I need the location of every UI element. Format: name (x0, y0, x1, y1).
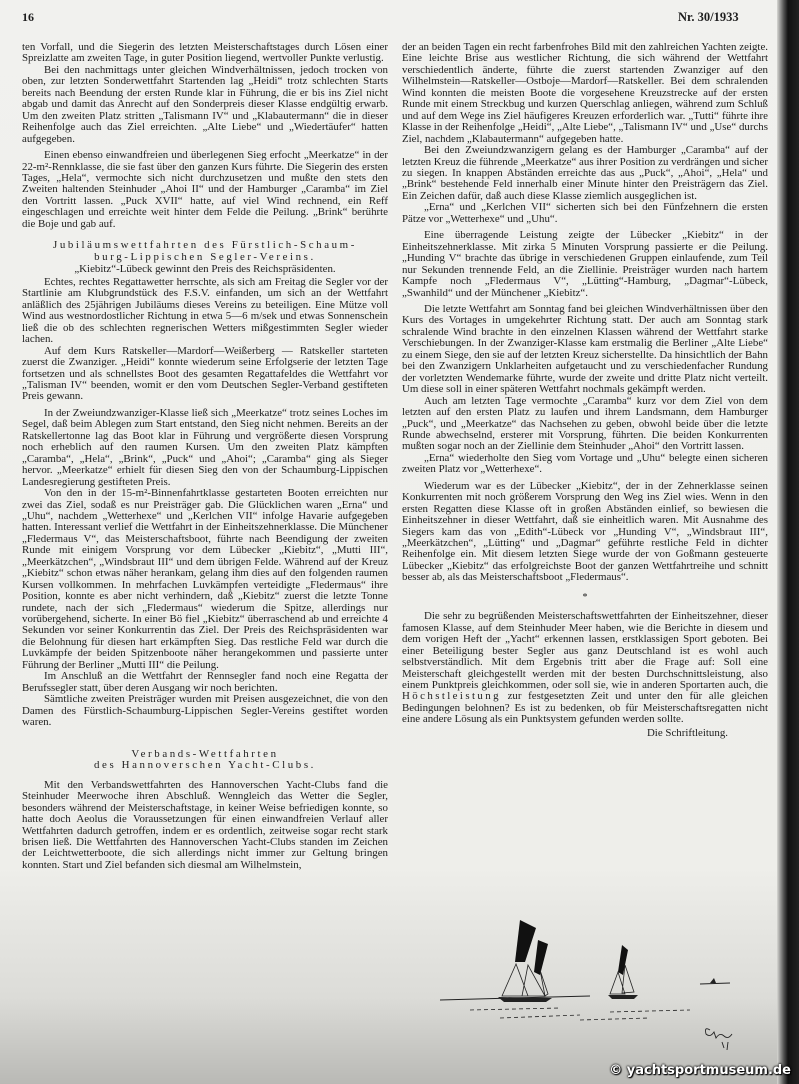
paragraph (402, 611, 768, 726)
paragraph: Im Anschluß an die Wettfahrt der Rennsegler fand noch eine Regatta der Berufssegler statt, über deren Ausgang wir noch berichten. (22, 670, 388, 694)
large-sailboat-icon (498, 920, 552, 1002)
paragraph: Bei den nachmittags unter gleichen Windverhältnissen, jedoch trocken von oben, zur letzten Sonderwettfahrt Startenden lag „Heidi“ trotz schlechten Starts bereits nach Beendung der ersten Runde klar in Führung, die er bis ins Ziel nicht abgab und damit das Anrecht auf den Sonderpreis dieser Klasse endgültig erwarb. Um den zweiten Platz stritten „Talismann IV“ und „Klabautermann“ die in dieser Reihenfolge auch das Ziel erreichten. „Alte Liebe“ und „Wiedertäufer“ hatten aufgegeben. (22, 63, 388, 145)
paragraph: Von den in der 15-m²-Binnenfahrtklasse gestarteten Booten erreichten nur zwei das Ziel, sodaß es nur Preisträger gab. Die Glücklichen waren „Erna“ und „Uhu“, nachdem „Wetterhexe“ und „Kerlchen VII“ infolge Havarie aufgegeben hatten. Interessant verlief die Wettfahrt in der Einheitszehnerklasse. Die Münchener „Fledermaus V“, das Meisterschaftsboot, führte nach Beendigung der zweiten Runde mit einigem Vorsprung vor dem Lübecker „Kiebitz“, „Mutti III“, „Meerkätzchen“, „Windsbraut III“ und dem übrigen Felde. Während auf der Kreuz „Kiebitz“ schon etwas näher herankam, gelang ihm dies auf den folgenden raumen Kursen vollkommen. In mehrfachen Luvkämpfen verteidigte „Fledermaus“ ihre Position, konnte es aber nicht verhindern, daß „Kiebitz“ zuerst die letzte Tonne rundete, nach der sich „Fledermaus“ wiederum die Spitze, allerdings nur vorübergehend, sicherte. In einer Bö fiel „Kiebitz“ überraschend ab und erreichte 4 Sekunden vor seiner Konkurrentin das Ziel. Der Preis des Reichspräsidenten war die Belohnung für diesen hart erkämpften Sieg. Das restliche Feld war durch die Luvkämpfe der beiden Spitzenboote näher herangekommen und passierte unter Führung der Berliner „Mutti III“ die Peilung. (22, 487, 388, 671)
section-heading-jubilaeum (22, 240, 388, 263)
paragraph: Bei den Zweiundzwanzigern gelang es der Hamburger „Caramba“ auf der letzten Kreuz die führende „Meerkatze“ aus ihrer Position zu verdrängen und sicher zu siegen. In knappen Abständen erreichte das aus „Puck“, „Ahoi“, „Hela“ und „Brink“ bestehende Feld innerhalb einer Minute hinter den Preisträgern das Ziel. Ein Zeichen dafür, daß auch diese Klasse ziemlich ausgeglichen ist. (402, 144, 768, 202)
paragraph: Auf dem Kurs Ratskeller—Mardorf—Weißerberg — Ratskeller starteten zuerst die Zwanziger. „Heidi“ konnte wiederum seine Erfolgserie der letzten Tage fortsetzen und als schnellstes Boot des gesamten Regattafeldes die Wettfahrt vor „Talisman IV“ beenden, womit er den vom Deutschen Segler-Verband gestifteten Preis gewann. (22, 344, 388, 403)
paragraph: Auch am letzten Tage vermochte „Caramba“ kurz vor dem Ziel von dem letzten auf den ersten Platz zu laufen und ihrem Landsmann, dem Hamburger „Puck“, und „Meerkatze“ das Nachsehen zu geben, obwohl beide über die letzte Runde abwechselnd, ersterer mit Vorsprung, führten. Die beiden Konkurrenten mußten sogar noch an der Ziellinie dem Steinhuder „Ahoi“ den Vortritt lassen. (402, 394, 768, 453)
paragraph: ten Vorfall, und die Siegerin des letzten Meisterschaftstages durch Lösen einer Spreizlatte am zweiten Tage, in guter Position liegend, wertvoller Punkte verlustig. (22, 41, 388, 65)
artist-signature (706, 1029, 733, 1050)
paragraph: Sämtliche zweiten Preisträger wurden mit Preisen ausgezeichnet, die von den Damen des Fürstlich-Schaumburg-Lippischen Segler-Vereins gestiftet worden waren. (22, 693, 388, 729)
paragraph: „Erna“ wiederholte den Sieg vom Vortage und „Uhu“ belegte einen sicheren zweiten Platz vor „Wetterhexe“. (402, 451, 768, 476)
subheading: „Kiebitz“-Lübeck gewinnt den Preis des Reichspräsidenten. (74, 263, 336, 276)
paragraph: Wiederum war es der Lübecker „Kiebitz“, der in der Zehnerklasse seinen Konkurrenten mit noch größerem Vorsprung den Weg ins Ziel wies. Wenn in den ersten Regatten diese Klasse oft in großen Abständen einlief, so bewiesen die Einheitszehner in dieser Wettfahrt, daß sie einheitlich waren. Mit Ausnahme des Siegers kam das von „Edith“-Lübeck vor „Hunding V“, „Windsbraut III“, „Meerkätzchen“, „Lütting“ und „Dagmar“ geführte restliche Feld in dichter Reihenfolge ein. Mit diesem letzten Siege wurde der von Goßmann gesteuerte Lübecker „Kiebitz“ das erfolgreichste Boot der ganzen Wettfahrtreihe und schnitt besser ab, als das Meisterschaftsboot „Fledermaus“. (402, 479, 768, 584)
paragraph: der an beiden Tagen ein recht farbenfrohes Bild mit den zahlreichen Yachten zeigte. Eine leichte Brise aus westlicher Richtung, die sich während der Wettfahrt verschiedentlich änderte, führte die zuerst startenden Zwanziger auf den Wilhelmstein—Ratskeller—Ostboje—Mardorf—Ratskeller. Bei dem schralenden Wind konnten die meisten Boote die vorgesehene Kreuzstrecke auf der ersten Runde mit einem Streckbug und kurzen Querschlag anliegen, während zum Schluß und auf dem Wege ins Ziel häufigeres Kreuzen erforderlich war. „Tutti“ führte ihre Klasse in der Reihenfolge „Heidi“, „Alte Liebe“, „Talismann IV“ und „Use“ durchs Ziel, nachdem „Klabautermann“ aufgegeben hatte. (402, 41, 768, 145)
right-column (402, 42, 768, 739)
signoff: Die Schriftleitung. (646, 726, 728, 739)
sailboat-sketch-illustration (410, 920, 770, 1060)
page-number: 16 (22, 10, 34, 24)
paragraph: Die letzte Wettfahrt am Sonntag fand bei gleichen Windverhältnissen über den Kurs des Vortages in umgekehrter Richtung statt. Der auch am Sonntag stark schralende Wind brachte in den einzelnen Klassen während der Wettfahrt starke Verschiebungen. In der Zwanziger-Klasse kam erstmalig die Berliner „Alte Liebe“ zu einem Siege, den sie auf der letzten Kreuz sicherstellte. Da hinsichtlich der Bahn bei den Zwanzigern Unklarheiten aufgetaucht und zu verschiedenfacher Rundung der vorletzten Wendemarke führte, wurde der zweite und dritte Platz nicht verteilt. Um diese soll in einer späteren Wettfahrt nochmals gekämpft werden. (402, 302, 768, 396)
paragraph: „Erna“ und „Kerlchen VII“ sicherten sich bei den Fünfzehnern die ersten Pätze vor „Wetterhexe“ und „Uhu“. (402, 201, 768, 225)
paragraph: Mit den Verbandswettfahrten des Hannoverschen Yacht-Clubs fand die Steinhuder Meerwoche ihren Abschluß. Wenngleich das Wetter die Segler, besonders während der Meisterschaftstage, in keiner Weise befriedigen konnte, so hatte doch Aeolus die Voraussetzungen für einen einwandfreien Verlauf aller Wettfahrten dadurch getroffen, indem er es ordentlich, zeitweise sogar recht stark brisen ließ. Die Wettfahrten des Hannoverschen Yacht-Clubs standen im Zeichen der Leichtwetterboote, die sich allerdings nicht immer zur Geltung bringen konnten. Start und Ziel befanden sich diesmal am Wilhelmstein, (22, 778, 388, 871)
section-heading-verbands (22, 749, 388, 772)
heading-line: Jubiläumswettfahrten des Fürstlich-Schaum- (53, 239, 357, 252)
heading-line: Verbands-Wettfahrten (131, 747, 279, 760)
text: Die sehr zu begrüßenden Meisterschaftswettfahrten der Einheitszehner, dieser famosen Klasse, auf dem Steinhuder Meer haben, wie die Berichte in diesem und dem vorigen Heft der „Yacht“ erkennen lassen, erstklassigen Sport geboten. Bei einer Beteiligung bester Segler aus ganz Deutschland ist es wohl auch selbstverständlich. Mit dem Ergebnis tritt aber die Frage auf: Soll eine Meisterschaft gleichgestellt werden mit der besten Durchschnittsleistung, also einem Punktpreis gleichkommen, oder soll sie, wie in anderen Sportarten auch, die (402, 610, 768, 692)
paragraph: Eine überragende Leistung zeigte der Lübecker „Kiebitz“ in der Einheitszehnerklasse. Mit zirka 5 Minuten Vorsprung passierte er die Peilung. „Hunding V“ brachte das übrige in verschiedenen Gruppen einlaufende, zum Teil nur Sekunden trennende Feld, an die Ziellinie. Preisträger wurden nach hartem Kampfe noch „Fledermaus V“, „Lütting“-Hamburg, „Dagmar“-Lübeck, „Swanhild“ und der Münchener „Kiebitz“. (402, 229, 768, 299)
paragraph: Einen ebenso einwandfreien und überlegenen Sieg erfocht „Meerkatze“ in der 22-m²-Rennklasse, die sie fast über den ganzen Kurs führte. Die Siegerin des ersten Tages, „Hela“, vermochte sich nicht durchzusetzen und mußte den stets den Zweiten haltenden Steinhuder „Ahoi II“ und der Hamburger „Caramba“ im Ziel den Vortritt lassen. „Puck XVII“ hatte, auf viel Wind rechnend, ein Reff eingeschlagen und erreichte weit hinter dem Felde die Peilung. „Brink“ berührte die Boje und gab auf. (22, 149, 388, 230)
section-separator: * (582, 591, 588, 603)
paragraph: In der Zweiundzwanziger-Klasse ließ sich „Meerkatze“ trotz seines Loches im Segel, daß beim Ablegen zum Start entstand, den Sieg nicht nehmen. Bereits an der Ratskellertonne lag das Boot klar in Führung und vergrößerte diesen Vorsprung noch erheblich auf den raumen Kursen. Um den zweiten Platz kämpften „Caramba“, „Hela“, „Brink“, „Puck“ und „Ahoi“; „Caramba“ ging als Sieger hervor. „Meerkatze“ erhielt für diesen Sieg den von der Schaumburg-Lippischen Landesregierung gestifteten Preis. (22, 406, 388, 488)
issue-number: Nr. 30/1933 (678, 10, 739, 24)
heading-line: des Hannoverschen Yacht-Clubs. (94, 759, 316, 772)
distant-boat-icon (710, 978, 716, 983)
book-binding-edge (777, 0, 799, 1084)
paragraph: Echtes, rechtes Regattawetter herrschte, als sich am Freitag die Segler vor der Startlinie am Klubgrundstück des F.S.V. einfanden, um sich an der Wettfahrt anläßlich des 25jährigen Jubiläums dieses Vereins zu beteiligen. Eine Mütze voll Wind aus westnordostlicher Richtung in etwa 5—6 m/sek und etwas Sonnenschein ließ die ob des schlechten regnerischen Wetters mißgestimmten Segler wieder lachen. (22, 275, 388, 346)
left-column (22, 42, 388, 871)
emphasized-text: Höchstleistung (402, 690, 501, 703)
text: zur festgesetzten Zeit und unter den für alle gleichen Bedingungen belohnen? Es ist zu bedenken, ob für Meisterschaftsregatten nicht eine andere Lösung als ein Punktsystem gefunden werden sollte. (402, 690, 768, 726)
heading-line: burg-Lippischen Segler-Vereins. (94, 250, 316, 263)
watermark: © yachtsportmuseum.de (609, 1063, 791, 1078)
small-sailboat-icon (608, 945, 638, 999)
